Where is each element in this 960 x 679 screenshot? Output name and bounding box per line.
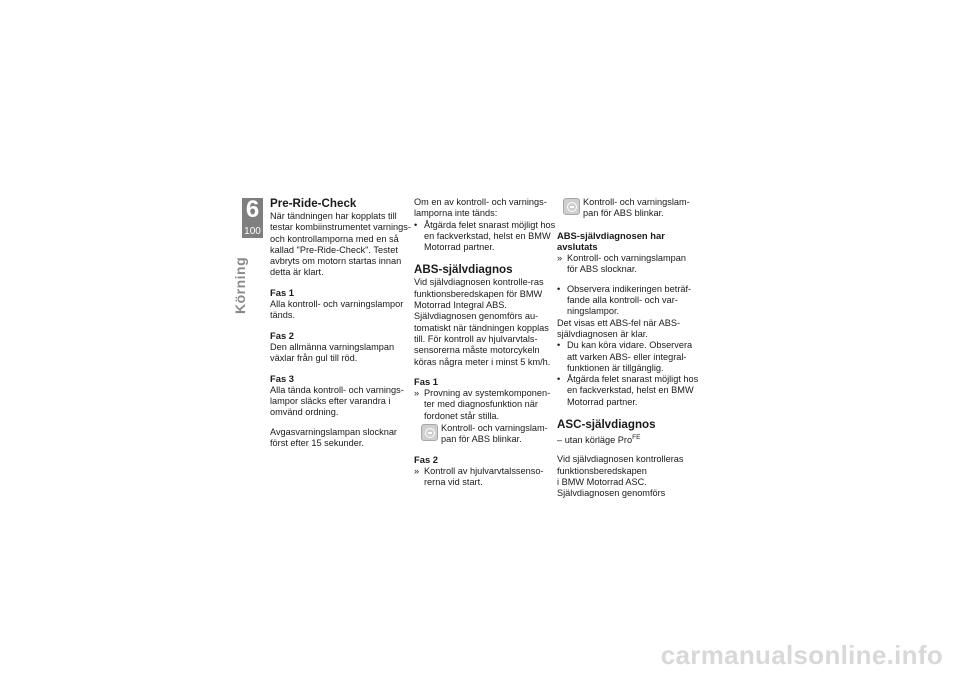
chapter-number: 6 <box>245 196 260 223</box>
lamp-fail-intro: Om en av kontroll- och varnings-lamporna inte tänds: <box>414 197 547 219</box>
abs-fas1-list <box>414 388 556 422</box>
pre-ride-intro: När tändningen har kopplats till testar kombiinstrumentet varnings- och kontrollamporna med en så kallad "Pre-Ride-Check". Testet avbryts om motorn startas innan detta är klart. <box>270 211 411 278</box>
abs-fas1-heading: Fas 1 <box>414 375 438 387</box>
asc-option-superscript: FE <box>632 434 641 442</box>
fas1-heading: Fas 1 <box>270 286 294 298</box>
list-item: • Åtgärda felet snarast möjligt hos en fackverkstad, helst en BMW Motorrad partner. <box>414 219 556 253</box>
pre-ride-check-title: Pre-Ride-Check <box>270 197 357 210</box>
list-item: • Åtgärda felet snarast möjligt hos en fackverkstad, helst en BMW Motorrad partner. <box>557 374 699 407</box>
abs-fas2-heading: Fas 2 <box>414 453 438 465</box>
abs-blink-note-2 <box>563 197 699 220</box>
abs-fault-text: Det visas ett ABS-fel när ABS-självdiagnosen är klar. <box>557 317 681 339</box>
abs-fault-list <box>557 340 699 408</box>
bullet-marker: • <box>557 283 561 294</box>
exhaust-lamp-text: Avgasvarningslampan slocknar först efter 15 sekunder. <box>270 426 397 449</box>
abs-self-diagnosis-title: ABS-självdiagnos <box>414 263 513 277</box>
fas2-heading: Fas 2 <box>270 329 294 341</box>
asc-text-2: i BMW Motorrad ASC. <box>557 476 647 487</box>
list-item: » Provning av systemkomponen-ter med diagnosfunktion när fordonet står stilla. <box>414 388 551 421</box>
step-marker: » <box>414 388 420 399</box>
watermark: carmanualsonline.info <box>660 640 943 670</box>
list-item: » Kontroll- och varningslampan för ABS slocknar. <box>557 253 686 275</box>
column-2 <box>414 197 556 489</box>
chapter-side-label: Körning <box>232 256 248 314</box>
abs-fas2-list <box>414 466 556 489</box>
fas3-text: Alla tända kontroll- och varnings-lampor släcks efter varandra i omvänd ordning. <box>270 384 404 418</box>
bullet-marker: • <box>557 340 561 351</box>
bullet-marker: • <box>414 219 418 230</box>
abs-warning-light-icon <box>421 424 438 441</box>
asc-text-1: Vid självdiagnosen kontrolleras funktionsberedskapen <box>557 454 684 476</box>
asc-self-diagnosis-title: ASC-självdiagnos <box>557 418 656 432</box>
abs-done-heading: ABS-självdiagnosen har avslutats <box>557 229 665 252</box>
asc-option: – utan körläge Pro$^{FE}$ <box>557 434 641 446</box>
abs-done-list <box>557 253 699 276</box>
list-item: • Observera indikeringen beträf-fande alla kontroll- och var-ningslampor. <box>557 283 692 317</box>
step-marker: » <box>557 253 563 264</box>
abs-blink-text: Kontroll- och varningslam-pan för ABS blinkar. <box>441 423 548 445</box>
column-3 <box>557 197 699 500</box>
lamp-fail-list <box>414 220 556 254</box>
abs-blink-text-2: Kontroll- och varningslam-pan för ABS blinkar. <box>583 197 690 219</box>
page-number: 100 <box>244 226 261 237</box>
abs-blink-note <box>421 423 556 446</box>
bullet-marker: • <box>557 374 561 385</box>
list-item: » Kontroll av hjulvarvtalssenso-rerna vid start. <box>414 465 544 488</box>
abs-description: Vid självdiagnosen kontrolle-ras funktionsberedskapen för BMW Motorrad Integral ABS. Självdiagnosen genomförs au-tomatiskt när tändningen kopplas till. För kontroll av hjulvarvtals-sensorerna måste motorcykeln köras några meter i minst 5 km/h. <box>414 277 551 367</box>
dash-marker: – <box>557 435 563 446</box>
fas3-heading: Fas 3 <box>270 372 294 384</box>
list-item: • Du kan köra vidare. Observera att varken ABS- eller integral-funktionen är tillgänglig. <box>557 340 693 373</box>
fas2-text: Den allmänna varningslampan växlar från gul till röd. <box>270 341 395 364</box>
column-1 <box>270 197 412 449</box>
observe-list <box>557 284 699 318</box>
fas1-text: Alla kontroll- och varningslampor tänds. <box>270 299 404 321</box>
abs-warning-light-icon <box>563 198 580 215</box>
step-marker: » <box>414 465 420 476</box>
asc-text-3: Självdiagnosen genomförs <box>557 488 666 499</box>
chapter-tab <box>242 198 263 238</box>
